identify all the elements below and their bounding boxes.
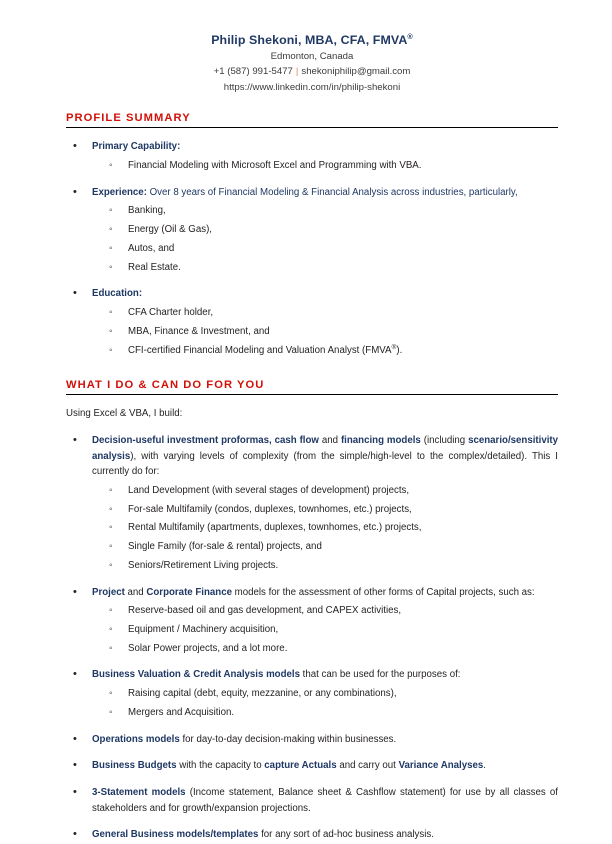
sub-bullet-item: ◦ Solar Power projects, and a lot more. xyxy=(92,641,558,657)
sub-bullet-item: ◦ Autos, and xyxy=(92,241,558,257)
sub-bullet-item: ◦ Financial Modeling with Microsoft Excel and Programming with VBA. xyxy=(92,158,558,174)
sub-bullet-item: ◦ Reserve-based oil and gas development, and CAPEX activities, xyxy=(92,603,558,619)
bullet-text xyxy=(92,667,558,683)
bullet-item xyxy=(66,433,558,574)
sub-bullet-item: ◦ Banking, xyxy=(92,203,558,219)
bullet-emphasis: scenario/sensitivity analysis xyxy=(92,434,559,462)
bullet-emphasis: 3-Statement models xyxy=(92,787,186,798)
bullet-text xyxy=(92,827,558,843)
email-address[interactable]: shekoniphilip@gmail.com xyxy=(301,66,411,78)
candidate-name xyxy=(66,32,558,49)
sub-bullet-list xyxy=(92,305,558,358)
sub-bullet-item: ◦ CFA Charter holder, xyxy=(92,305,558,321)
bullet-plain: for any sort of ad-hoc business analysis. xyxy=(258,829,434,841)
bullet-plain: (Income statement, Balance sheet & Cashflow statement) for use by all classes of stakeholders and for growth/expansion projections. xyxy=(92,787,558,814)
sub-bullet-item: ◦ CFI-certified Financial Modeling and Valuation Analyst (FMVA®). xyxy=(92,343,558,359)
section-what-i-do xyxy=(66,378,558,843)
sub-bullet-list xyxy=(92,603,558,656)
bullet-text xyxy=(92,585,558,601)
bullet-emphasis: Business Valuation & Credit Analysis models xyxy=(92,669,300,681)
bullet-item xyxy=(66,185,558,276)
bullet-label: Primary Capability: xyxy=(92,141,181,153)
bullet-plain: (including xyxy=(420,434,469,446)
bullet-plain: and carry out xyxy=(336,760,399,772)
bullet-label: Education: xyxy=(92,288,143,300)
bullet-item xyxy=(66,732,558,748)
linkedin-url[interactable]: https://www.linkedin.com/in/philip-shekoni xyxy=(223,81,401,93)
sub-bullet-item: ◦ MBA, Finance & Investment, and xyxy=(92,324,558,340)
sub-bullet-item: ◦ Single Family (for-sale & rental) projects, and xyxy=(92,539,558,555)
sub-bullet-list xyxy=(92,158,558,174)
sub-bullet-list xyxy=(92,483,558,574)
resume-header xyxy=(66,32,558,95)
bullet-plain: with the capacity to xyxy=(176,760,265,772)
bullet-emphasis: Variance Analyses xyxy=(398,760,484,772)
candidate-name-text: Philip Shekoni, MBA, CFA, FMVA xyxy=(211,33,408,47)
section-title-what-i-do: WHAT I DO & CAN DO FOR YOU xyxy=(66,378,558,395)
phone-number[interactable]: +1 (587) 991-5477 xyxy=(213,66,293,78)
sub-bullet-item: ◦ Energy (Oil & Gas), xyxy=(92,222,558,238)
bullet-emphasis: General Business models/templates xyxy=(92,829,259,841)
profile-summary-list xyxy=(66,139,558,358)
registered-trademark-symbol: ® xyxy=(391,343,397,351)
sub-bullet-list xyxy=(92,686,558,720)
what-i-do-intro: Using Excel & VBA, I build: xyxy=(66,408,183,420)
bullet-item xyxy=(66,758,558,774)
bullet-item xyxy=(66,286,558,358)
bullet-plain: and xyxy=(318,434,341,446)
bullet-item xyxy=(66,785,558,816)
bullet-text xyxy=(92,139,558,155)
bullet-emphasis: Operations models xyxy=(92,733,180,745)
what-i-do-list xyxy=(66,433,558,843)
section-title-profile-summary: PROFILE SUMMARY xyxy=(66,111,558,128)
sub-bullet-item: ◦ Raising capital (debt, equity, mezzanine, or any combinations), xyxy=(92,686,558,702)
sub-bullet-item: ◦ Rental Multifamily (apartments, duplexes, townhomes, etc.) projects, xyxy=(92,520,558,536)
bullet-text xyxy=(92,732,558,748)
bullet-plain: . xyxy=(483,760,486,772)
bullet-plain: for day-to-day decision-making within businesses. xyxy=(179,733,397,745)
bullet-emphasis: Decision-useful investment proformas, cash flow xyxy=(92,434,319,446)
bullet-emphasis: financing models xyxy=(340,434,421,446)
sub-bullet-list xyxy=(92,203,558,275)
bullet-plain: ), with varying levels of complexity (from the simple/high-level to the complex/detailed). This I currently do for: xyxy=(92,450,558,478)
bullet-emphasis: Corporate Finance xyxy=(146,586,232,598)
section-profile-summary xyxy=(66,111,558,358)
bullet-trailing-text: Over 8 years of Financial Modeling & Financial Analysis across industries, particularly, xyxy=(146,186,518,198)
bullet-item xyxy=(66,827,558,843)
bullet-emphasis: Project xyxy=(92,586,125,598)
bullet-text xyxy=(92,286,558,302)
contact-separator: | xyxy=(295,66,299,78)
bullet-text xyxy=(92,185,558,201)
bullet-text xyxy=(92,758,558,774)
bullet-plain: models for the assessment of other forms of Capital projects, such as: xyxy=(231,586,535,598)
bullet-item xyxy=(66,667,558,720)
sub-bullet-item: ◦ Equipment / Machinery acquisition, xyxy=(92,622,558,638)
registered-trademark-symbol: ® xyxy=(407,31,413,41)
sub-bullet-item: ◦ Real Estate. xyxy=(92,260,558,276)
sub-bullet-item: ◦ Seniors/Retirement Living projects. xyxy=(92,558,558,574)
candidate-location: Edmonton, Canada xyxy=(270,50,354,62)
bullet-label: Experience: xyxy=(92,186,147,198)
contact-line xyxy=(66,64,558,80)
bullet-plain: and xyxy=(124,586,147,598)
bullet-emphasis: capture Actuals xyxy=(264,760,337,772)
bullet-item xyxy=(66,139,558,173)
bullet-text xyxy=(92,433,558,480)
bullet-emphasis: Business Budgets xyxy=(92,760,177,772)
sub-bullet-item: ◦ Land Development (with several stages of development) projects, xyxy=(92,483,558,499)
bullet-text xyxy=(92,785,558,816)
bullet-item xyxy=(66,585,558,657)
sub-bullet-item: ◦ For-sale Multifamily (condos, duplexes, townhomes, etc.) projects, xyxy=(92,502,558,518)
sub-bullet-item: ◦ Mergers and Acquisition. xyxy=(92,705,558,721)
bullet-plain: that can be used for the purposes of: xyxy=(299,669,461,681)
